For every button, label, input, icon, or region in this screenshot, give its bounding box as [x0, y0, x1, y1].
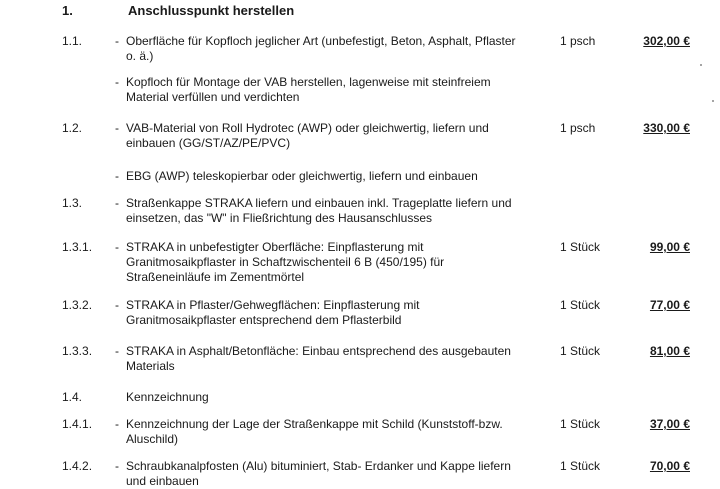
item-price: 77,00 € — [649, 298, 690, 312]
item-number: 1.4.1. — [62, 417, 93, 431]
item-dash: - — [115, 169, 119, 183]
item-quantity: 1 Stück — [560, 240, 601, 254]
item-number: 1.3.2. — [62, 298, 93, 312]
item-description: Kennzeichnung — [126, 390, 209, 404]
item-quantity: 1 Stück — [560, 459, 601, 473]
item-price: 70,00 € — [649, 459, 690, 473]
item-quantity: 1 psch — [560, 121, 596, 135]
item-description: Oberfläche für Kopfloch jeglicher Art (unbefestigt, Beton, Asphalt, Pflaster o. ä.) — [126, 34, 516, 63]
item-dash: - — [115, 417, 119, 431]
item-dash: - — [115, 459, 119, 473]
item-price: 37,00 € — [649, 417, 690, 431]
item-number: 1.2. — [62, 121, 83, 135]
item-description: Kopfloch für Montage der VAB herstellen, lagenweise mit steinfreiem Material verfüllen und verdichten — [126, 75, 491, 104]
item-description: STRAKA in Pflaster/Gehwegflächen: Einpflasterung mit Granitmosaikpflaster entsprechend dem Pflasterbild — [126, 298, 420, 327]
item-price: 330,00 € — [643, 121, 690, 135]
item-description: STRAKA in unbefestigter Oberfläche: Einpflasterung mit Granitmosaikpflaster in Schaftzwischenteil 6 B (450/195) für Straßeneinläufe im Zementmörtel — [126, 240, 445, 284]
item-description: Kennzeichnung der Lage der Straßenkappe mit Schild (Kunststoff-bzw. Aluschild) — [126, 417, 503, 446]
item-dash: - — [115, 75, 119, 89]
item-number: 1.4. — [62, 390, 83, 404]
item-dash: - — [115, 240, 119, 254]
item-number: 1.3.1. — [62, 240, 93, 254]
scan-speck — [700, 64, 702, 66]
item-quantity: 1 Stück — [560, 417, 601, 431]
section-number: 1. — [62, 3, 73, 18]
item-price: 302,00 € — [643, 34, 690, 48]
item-number: 1.1. — [62, 34, 83, 48]
item-quantity: 1 Stück — [560, 298, 601, 312]
item-description: Schraubkanalpfosten (Alu) bituminiert, Stab- Erdanker und Kappe liefern und einbauen — [126, 459, 511, 488]
scan-speck — [712, 100, 714, 102]
item-number: 1.4.2. — [62, 459, 93, 473]
item-number: 1.3. — [62, 196, 83, 210]
item-description: VAB-Material von Roll Hydrotec (AWP) oder gleichwertig, liefern und einbauen (GG/ST/AZ/PE/PVC) — [126, 121, 489, 150]
item-description: EBG (AWP) teleskopierbar oder gleichwertig, liefern und einbauen — [126, 169, 478, 183]
item-dash: - — [115, 196, 119, 210]
item-price: 99,00 € — [649, 240, 690, 254]
item-price: 81,00 € — [649, 344, 690, 358]
item-number: 1.3.3. — [62, 344, 93, 358]
item-dash: - — [115, 121, 119, 135]
item-dash: - — [115, 298, 119, 312]
item-quantity: 1 psch — [560, 34, 596, 48]
item-dash: - — [115, 344, 119, 358]
item-quantity: 1 Stück — [560, 344, 601, 358]
item-description: STRAKA in Asphalt/Betonfläche: Einbau entsprechend des ausgebauten Materials — [126, 344, 511, 373]
item-dash: - — [115, 34, 119, 48]
section-title: Anschlusspunkt herstellen — [128, 3, 295, 18]
item-description: Straßenkappe STRAKA liefern und einbauen inkl. Trageplatte liefern und einsetzen, das "W" in Fließrichtung des Hausanschlusses — [126, 196, 512, 225]
